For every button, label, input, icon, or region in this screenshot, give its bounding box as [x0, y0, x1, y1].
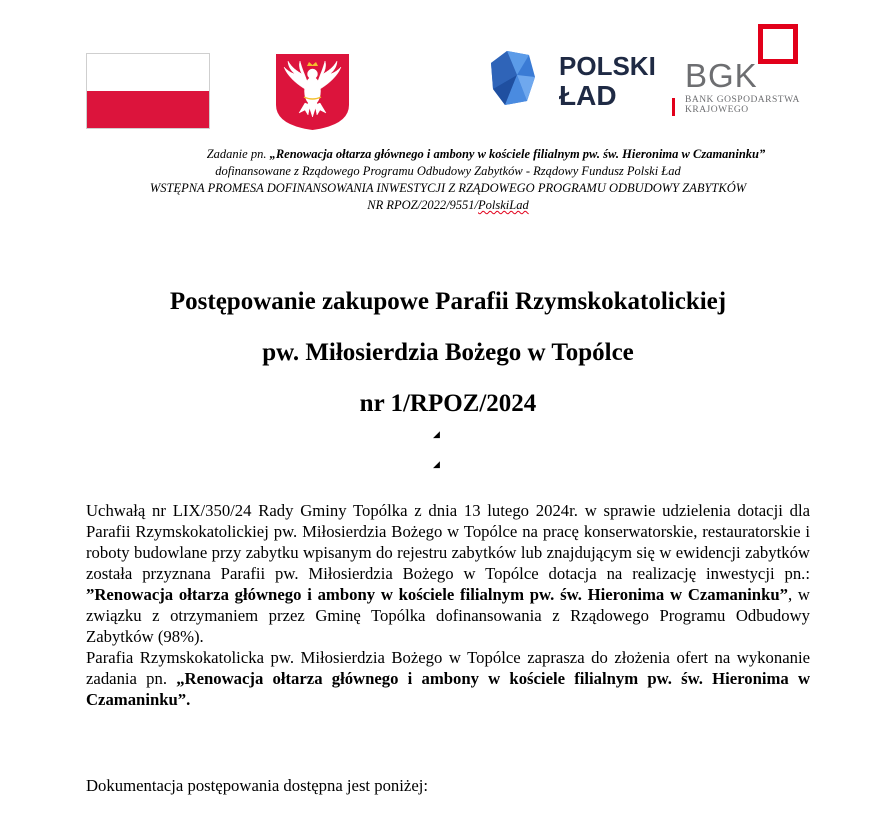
paragraph-2: Parafia Rzymskokatolicka pw. Miłosierdzia Bożego w Topólce zaprasza do złożenia ofert na wykonanie zadania pn. „Renowacja ołtarza głównego i ambony w kościele filialnym pw. św. Hieronima w Czamaninku”.: [86, 648, 810, 709]
body-text: [86, 500, 810, 710]
bgk-red-bar: [672, 98, 675, 116]
polish-flag: [86, 53, 210, 129]
bgk-line1: BANK GOSPODARSTWA: [685, 95, 800, 105]
documentation-note: Dokumentacja postępowania dostępna jest poniżej:: [86, 776, 428, 795]
task-name: „Renowacja ołtarza głównego i ambony w kościele filialnym pw. św. Hieronima w Czamaninku”: [269, 147, 766, 161]
logo-bar: [0, 0, 896, 140]
anchor-mark-icon: ◢: [433, 459, 440, 469]
bgk-square-icon: [758, 24, 798, 64]
paragraph-1: Uchwałą nr LIX/350/24 Rady Gminy Topólka z dnia 13 lutego 2024r. w sprawie udzielenia dotacji dla Parafii Rzymskokatolickiej pw. Miłosierdzia Bożego w Topólce na pracę konserwatorskie, restauratorskie i roboty budowlane przy zabytku wpisanym do rejestru zabytków lub znajdującym się w ewidencji zabytków została przyznana Parafii pw. Miłosierdzia Bożego w Topólce dotacja na realizację inwestycji pn.: ”Renowacja ołtarza głównego i ambony w kościele filialnym pw. św. Hieronima w Czamaninku”, w związku z otrzymaniem przez Gminę Topólka dofinansowania z Rządowego Programu Odbudowy Zabytków (98%).: [86, 501, 810, 646]
anchor-mark-icon: ◢: [433, 429, 440, 439]
title-line2: pw. Miłosierdzia Bożego w Topólce: [262, 339, 634, 366]
title-line3: nr 1/RPOZ/2024: [359, 390, 537, 417]
header-line3: WSTĘPNA PROMESA DOFINANSOWANIA INWESTYCJI Z RZĄDOWEGO PROGRAMU ODBUDOWY ZABYTKÓW: [149, 181, 747, 195]
title-line1: Postępowanie zakupowe Parafii Rzymskokatolickiej: [169, 288, 727, 315]
header-line2: dofinansowane z Rządowego Programu Odbudowy Zabytków - Rządowy Fundusz Polski Ład: [215, 164, 681, 178]
header-line4: NR RPOZ/2022/9551/PolskiLad: [367, 198, 529, 212]
document-title: [86, 284, 810, 437]
polski-lad-line1: POLSKI: [559, 51, 656, 81]
spell-check-word: PolskiLad: [478, 198, 529, 212]
polski-lad-line2: ŁAD: [559, 80, 617, 111]
bgk-logo: [672, 24, 802, 124]
polish-coat-of-arms-icon: [275, 53, 350, 131]
funding-header: [86, 146, 810, 214]
bgk-title: BGK: [685, 57, 758, 94]
bgk-line2: KRAJOWEGO: [685, 105, 749, 115]
polski-lad-logo: [489, 45, 659, 115]
header-line1: Zadanie pn. „Renowacja ołtarza głównego i ambony w kościele filialnym pw. św. Hieronima w Czamaninku”: [206, 147, 766, 161]
